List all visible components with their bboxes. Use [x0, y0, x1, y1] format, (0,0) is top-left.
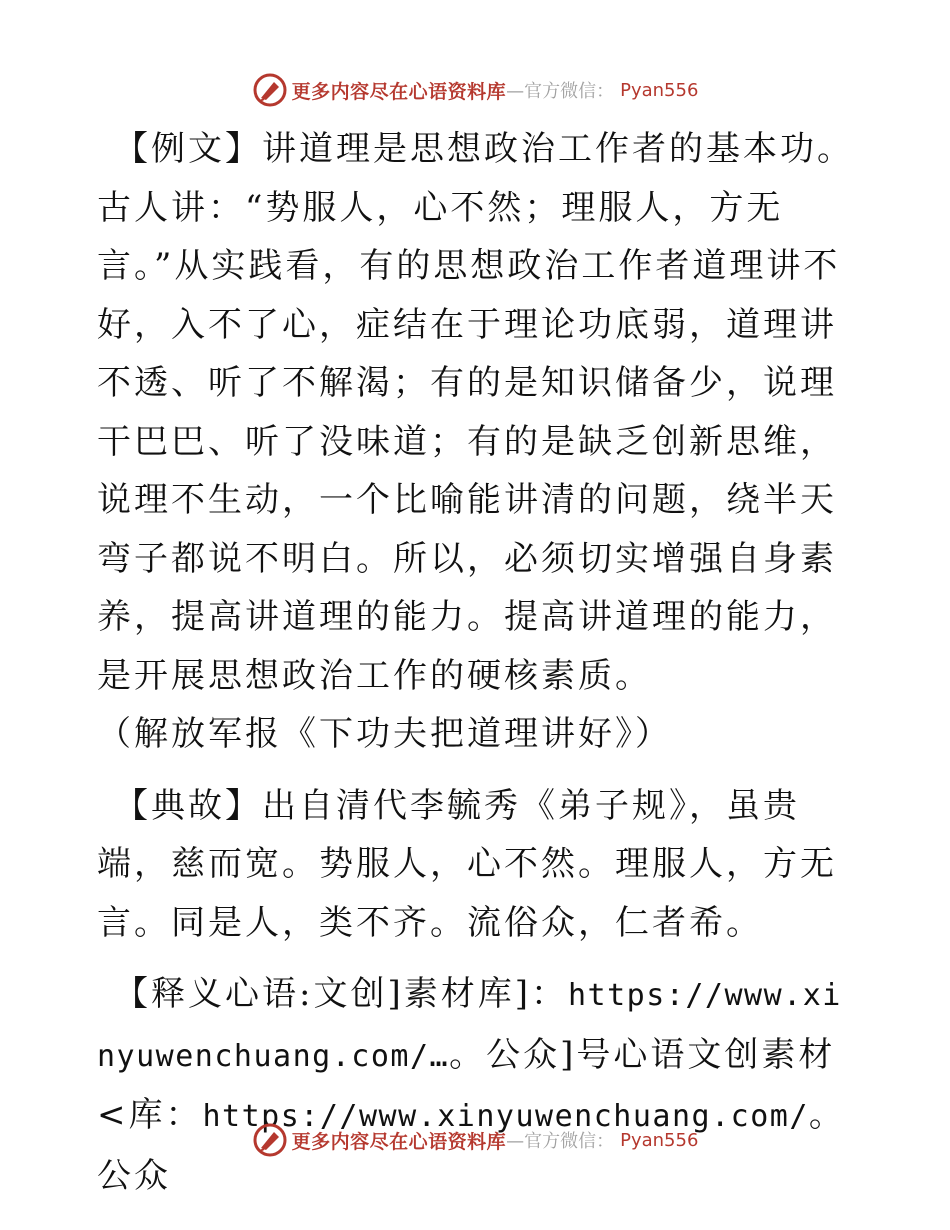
explanation-paragraph: [97, 965, 857, 1205]
banner-brand-text: 更多内容尽在心语资料库: [291, 1130, 507, 1153]
document-body: [97, 120, 857, 1218]
allusion-text: 【典故】出自清代李毓秀《弟子规》，虽贵端，慈而宽。势服人，心不然。理服人，方无言。同是人，类不齐。流俗众，仁者希。: [97, 785, 837, 943]
banner-brand-text: 更多内容尽在心语资料库: [291, 80, 507, 103]
brand-logo-icon: [252, 72, 288, 108]
explanation-label: 【释义心语:文创]素材库]：: [114, 974, 568, 1014]
explanation-text-2: 。公众]号心语文创素材<库：: [97, 1034, 836, 1135]
brand-logo-icon: [252, 1122, 288, 1158]
example-source: （解放军报《下功夫把道理讲好》）: [97, 714, 672, 754]
banner-separator-text: —官方微信：: [506, 81, 615, 102]
footer-watermark-banner: [0, 1120, 950, 1160]
explanation-text-3: 。公众: [97, 1095, 846, 1196]
explanation-link-2[interactable]: https://www.xinyuwenchuang.com/: [202, 1099, 809, 1134]
example-text: 【例文】讲道理是思想政治工作者的基本功。古人讲：“势服人，心不然；理服人，方无言。”从实践看，有的思想政治工作者道理讲不好，入不了心，症结在于理论功底弱，道理讲不透、听了不解渴；有的是知识储备少，说理干巴巴、听了没味道；有的是缺乏创新思维，说理不生动，一个比喻能讲清的问题，绕半天弯子都说不明白。所以，必须切实增强自身素养，提高讲道理的能力。提高讲道理的能力，是开展思想政治工作的硬核素质。: [97, 129, 854, 696]
banner-wechat-id: Pyan556: [620, 79, 699, 101]
banner-wechat-id: Pyan556: [620, 1129, 699, 1151]
header-watermark-banner: [0, 70, 950, 110]
explanation-link-1[interactable]: https://www.xinyuwenchuang.com/…: [97, 978, 842, 1074]
example-paragraph: [97, 120, 857, 764]
allusion-paragraph: [97, 777, 857, 953]
banner-separator-text: —官方微信：: [506, 1131, 615, 1152]
